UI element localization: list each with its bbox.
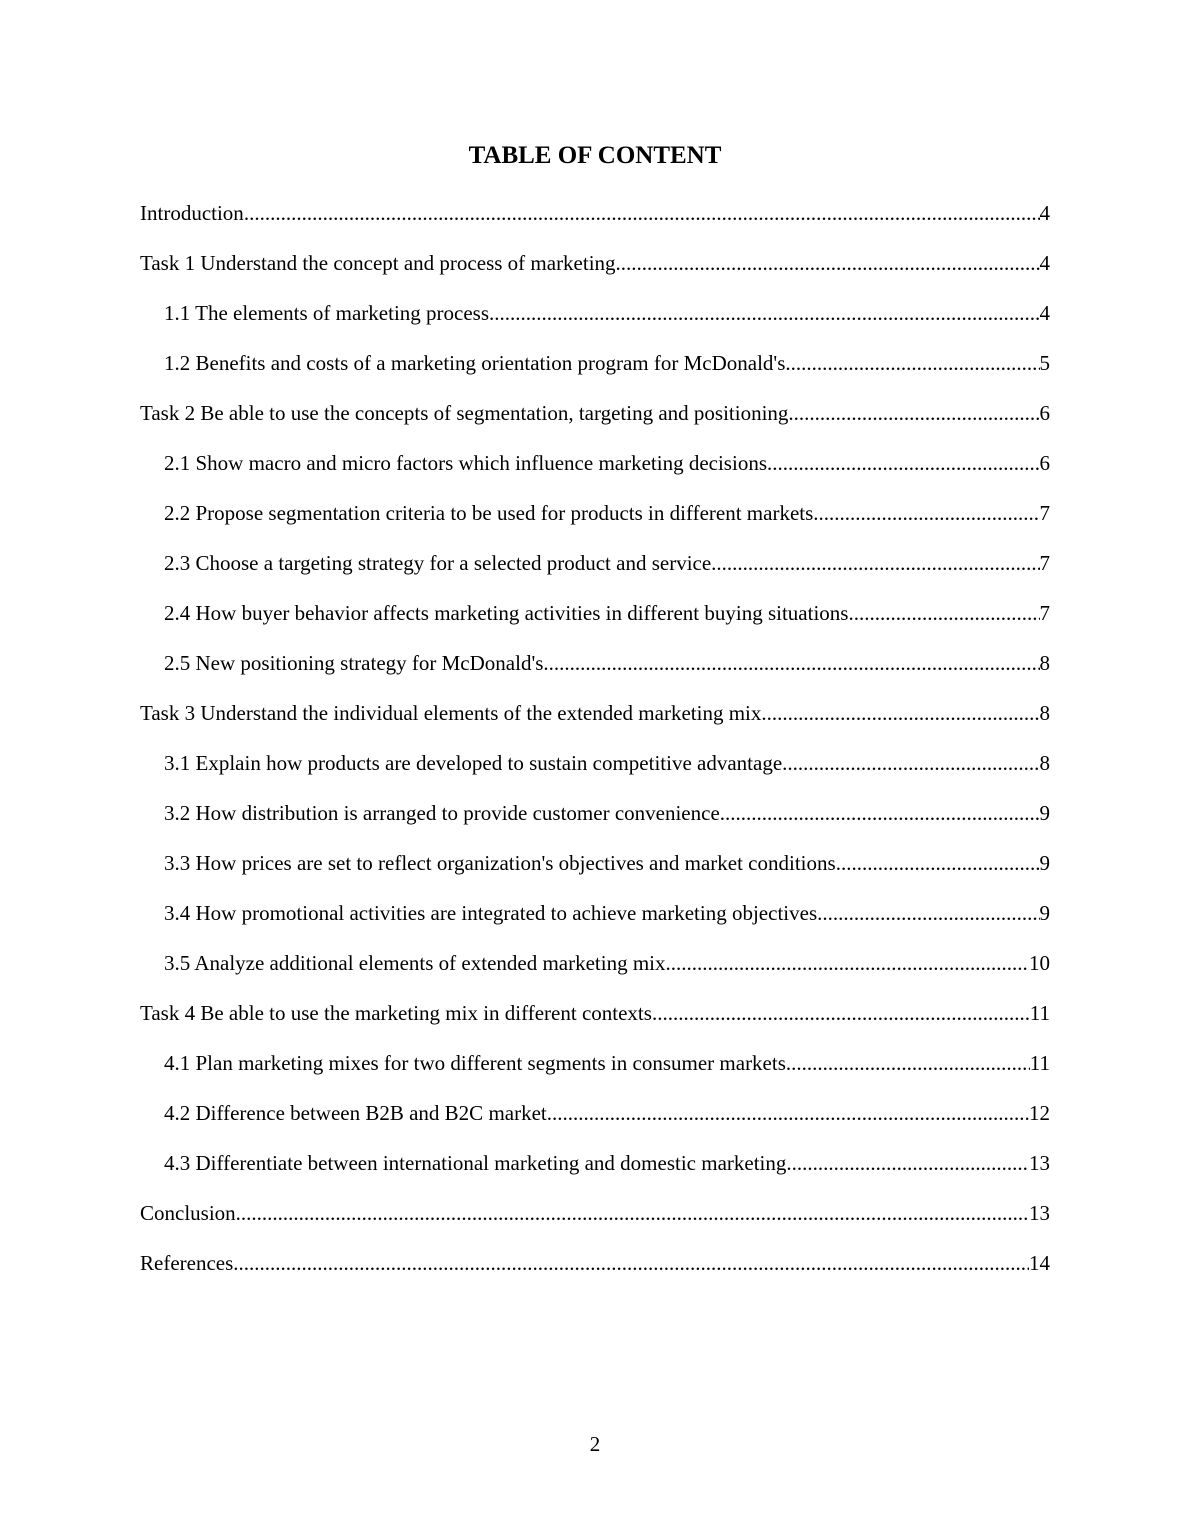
toc-entry-page: 12 <box>1029 1101 1050 1125</box>
toc-entry-page: 13 <box>1029 1151 1050 1175</box>
toc-dot-leader <box>761 697 1039 729</box>
toc-dot-leader <box>543 647 1039 679</box>
toc-entry-page: 7 <box>1039 601 1050 625</box>
toc-dot-leader <box>616 247 1040 279</box>
toc-entry[interactable] <box>140 797 1050 847</box>
toc-dot-leader <box>233 1247 1029 1279</box>
toc-dot-leader <box>652 997 1030 1029</box>
toc-entry-title: Task 1 Understand the concept and process of marketing <box>140 251 616 275</box>
toc-entry-title: 2.3 Choose a targeting strategy for a selected product and service <box>164 551 712 575</box>
toc-entry[interactable] <box>140 947 1050 997</box>
toc-entry-title: 4.1 Plan marketing mixes for two different segments in consumer markets <box>164 1051 786 1075</box>
toc-entry-title: 2.4 How buyer behavior affects marketing activities in different buying situations <box>164 601 849 625</box>
toc-entry-title: 1.2 Benefits and costs of a marketing orientation program for McDonald's <box>164 351 786 375</box>
toc-entry-title: 3.5 Analyze additional elements of extended marketing mix <box>164 951 666 975</box>
toc-dot-leader <box>786 1147 1029 1179</box>
toc-entry-title: 3.3 How prices are set to reflect organization's objectives and market conditions <box>164 851 836 875</box>
toc-entry-page: 9 <box>1039 801 1050 825</box>
toc-entry-title: Task 4 Be able to use the marketing mix in different contexts <box>140 1001 652 1025</box>
toc-entry-title: References <box>140 1251 234 1275</box>
toc-entry-title: 3.4 How promotional activities are integrated to achieve marketing objectives <box>164 901 818 925</box>
toc-dot-leader <box>767 447 1040 479</box>
toc-dot-leader <box>785 347 1039 379</box>
toc-entry-page: 14 <box>1029 1251 1050 1275</box>
toc-entry-page: 9 <box>1039 851 1050 875</box>
page-title: TABLE OF CONTENT <box>468 142 722 169</box>
toc-dot-leader <box>813 497 1039 529</box>
toc-dot-leader <box>817 897 1039 929</box>
toc-entry[interactable] <box>140 247 1050 297</box>
toc-dot-leader <box>236 1197 1029 1229</box>
toc-entry-title: 1.1 The elements of marketing process <box>164 301 490 325</box>
toc-entry-page: 6 <box>1039 401 1050 425</box>
toc-entry[interactable] <box>140 747 1050 797</box>
toc-dot-leader <box>666 947 1029 979</box>
toc-entry[interactable] <box>140 647 1050 697</box>
toc-entry-page: 5 <box>1039 351 1050 375</box>
toc-entry-page: 8 <box>1039 651 1050 675</box>
toc-entry-page: 10 <box>1029 951 1050 975</box>
toc-dot-leader <box>489 297 1039 329</box>
toc-entry-page: 4 <box>1039 201 1050 225</box>
toc-entry-page: 9 <box>1039 901 1050 925</box>
toc-entry-title: Conclusion <box>140 1201 236 1225</box>
toc-entry-title: 3.2 How distribution is arranged to provide customer convenience <box>164 801 720 825</box>
toc-dot-leader <box>711 547 1039 579</box>
toc-dot-leader <box>786 1047 1030 1079</box>
toc-entry-title: 2.2 Propose segmentation criteria to be used for products in different markets <box>164 501 814 525</box>
page-number: 2 <box>589 1432 601 1456</box>
toc-entry-page: 4 <box>1039 251 1050 275</box>
toc-entry-title: 4.2 Difference between B2B and B2C market <box>164 1101 547 1125</box>
toc-entry-page: 13 <box>1029 1201 1050 1225</box>
toc-dot-leader <box>836 847 1040 879</box>
toc-dot-leader <box>244 197 1040 229</box>
toc-dot-leader <box>788 397 1039 429</box>
toc-entry-title: Task 2 Be able to use the concepts of segmentation, targeting and positioning <box>140 401 789 425</box>
toc-entry[interactable] <box>140 1047 1050 1097</box>
toc-entry-title: 4.3 Differentiate between international marketing and domestic marketing <box>164 1151 787 1175</box>
toc-entry[interactable] <box>140 347 1050 397</box>
toc-entry-page: 7 <box>1039 501 1050 525</box>
toc-entry-title: 3.1 Explain how products are developed to sustain competitive advantage <box>164 751 783 775</box>
toc-entry[interactable] <box>140 297 1050 347</box>
toc-entry[interactable] <box>140 1247 1050 1297</box>
toc-entry[interactable] <box>140 1097 1050 1147</box>
toc-dot-leader <box>547 1097 1029 1129</box>
toc-entry[interactable] <box>140 497 1050 547</box>
toc-dot-leader <box>848 597 1039 629</box>
toc-entry-title: Task 3 Understand the individual elements of the extended marketing mix <box>140 701 762 725</box>
toc-entry[interactable] <box>140 547 1050 597</box>
toc-entry-page: 11 <box>1029 1001 1050 1025</box>
toc-entry[interactable] <box>140 847 1050 897</box>
toc-entry-title: 2.5 New positioning strategy for McDonald's <box>164 651 544 675</box>
toc-entry-title: Introduction <box>140 201 244 225</box>
toc-entry[interactable] <box>140 697 1050 747</box>
table-of-contents <box>140 197 1050 1297</box>
toc-entry[interactable] <box>140 397 1050 447</box>
toc-dot-leader <box>720 797 1040 829</box>
toc-entry[interactable] <box>140 197 1050 247</box>
toc-entry-page: 6 <box>1039 451 1050 475</box>
toc-entry-page: 8 <box>1039 751 1050 775</box>
toc-entry[interactable] <box>140 997 1050 1047</box>
toc-entry-page: 4 <box>1039 301 1050 325</box>
toc-entry[interactable] <box>140 597 1050 647</box>
toc-entry-page: 11 <box>1029 1051 1050 1075</box>
toc-entry-page: 7 <box>1039 551 1050 575</box>
toc-entry-title: 2.1 Show macro and micro factors which influence marketing decisions <box>164 451 767 475</box>
toc-entry[interactable] <box>140 1147 1050 1197</box>
toc-dot-leader <box>782 747 1039 779</box>
toc-entry[interactable] <box>140 1197 1050 1247</box>
toc-entry[interactable] <box>140 897 1050 947</box>
toc-entry-page: 8 <box>1039 701 1050 725</box>
toc-entry[interactable] <box>140 447 1050 497</box>
